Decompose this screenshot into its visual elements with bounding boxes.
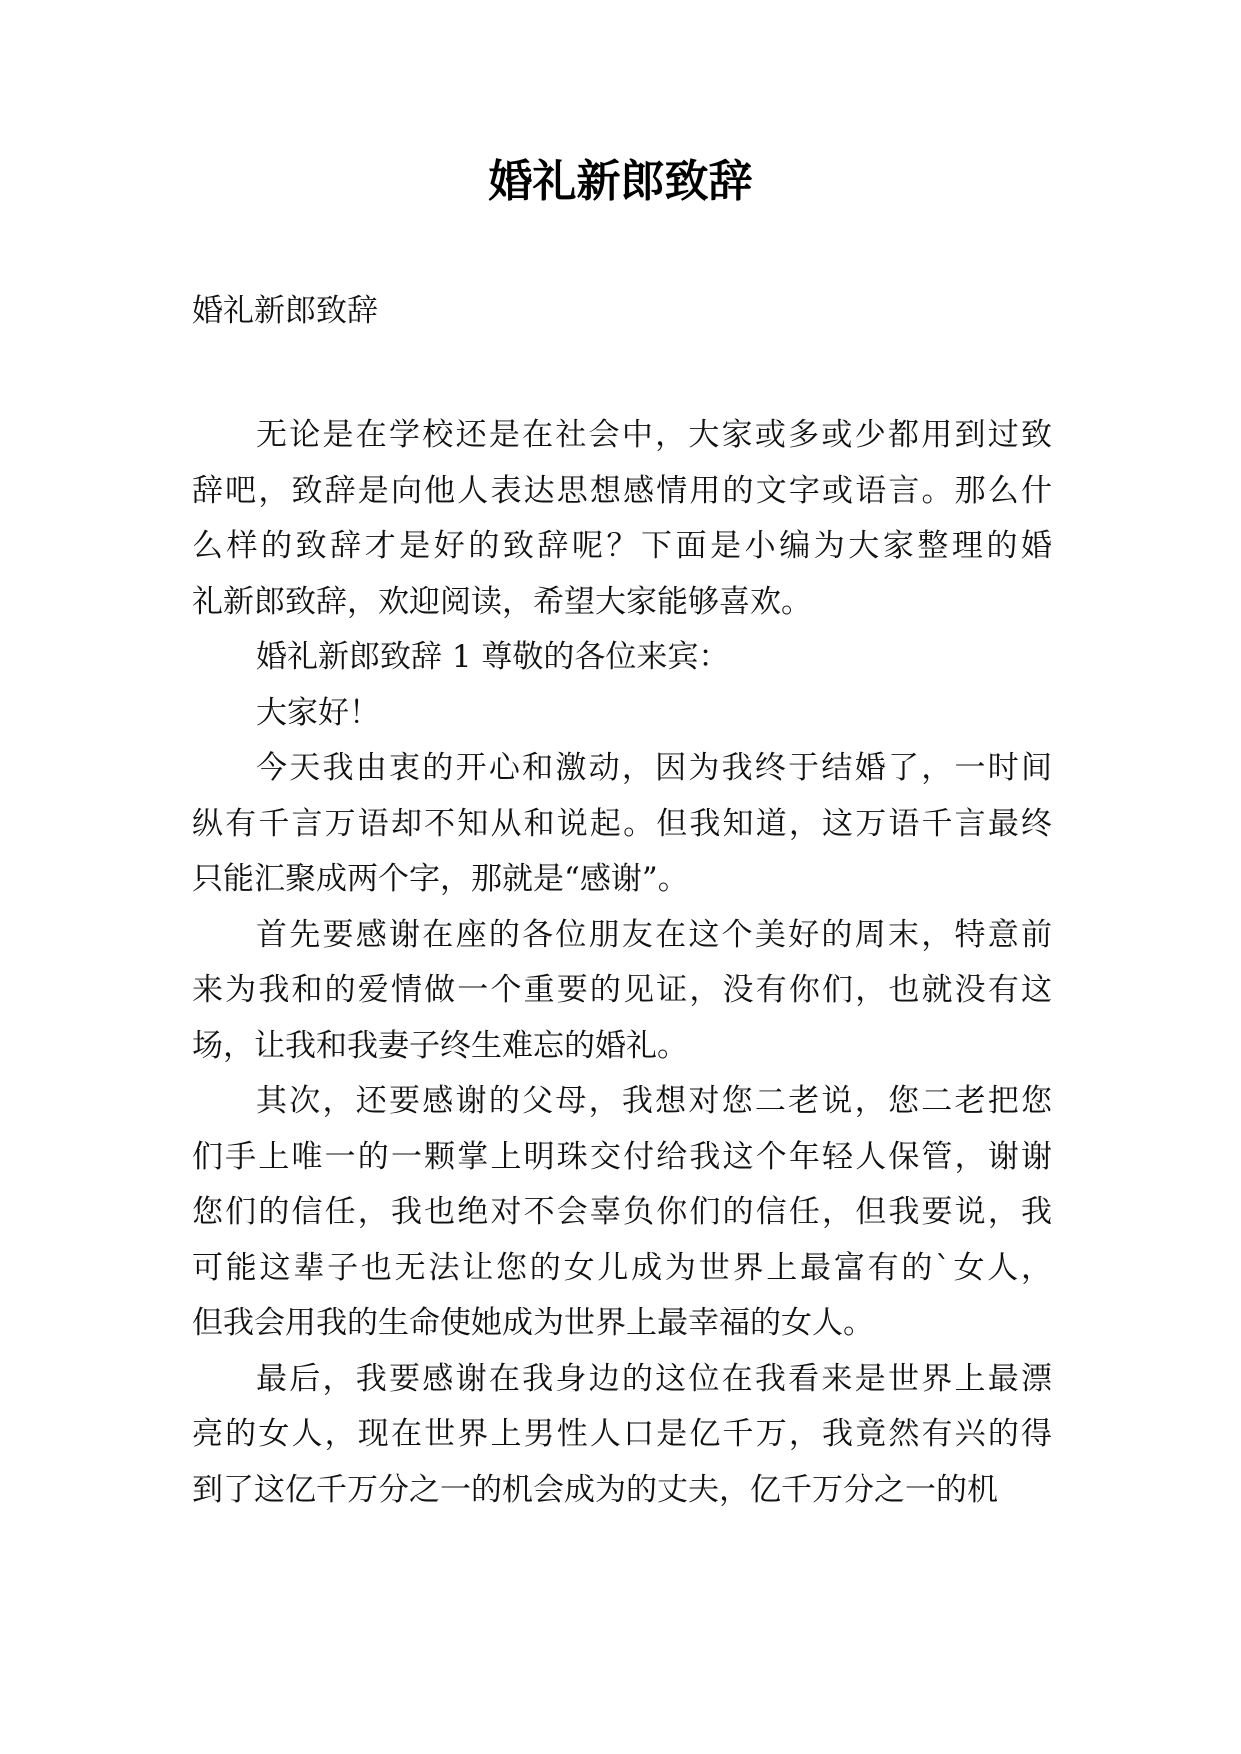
- body-paragraph: [192, 741, 1052, 908]
- paragraph-line: 到了这亿千万分之一的机会成为的丈夫，亿千万分之一的机: [192, 1471, 998, 1508]
- body-paragraph: [192, 408, 1052, 630]
- body-paragraph: [192, 686, 1052, 742]
- paragraph-line: 来为我和的爱情做一个重要的见证，没有你们，也就没有这: [192, 972, 1052, 1008]
- paragraph-line: 辞吧，致辞是向他人表达思想感情用的文字或语言。那么什: [192, 472, 1052, 509]
- paragraph-line: 首先要感谢在座的各位朋友在这个美好的周末，特意前: [256, 916, 1052, 953]
- document-subtitle: 婚礼新郎致辞: [192, 293, 378, 329]
- paragraph-line: 可能这辈子也无法让您的女儿成为世界上最富有的`女人，: [192, 1249, 1052, 1286]
- paragraph-line: 只能汇聚成两个字，那就是“感谢”。: [192, 861, 689, 897]
- paragraph-line: 婚礼新郎致辞 1 尊敬的各位来宾：: [256, 639, 730, 675]
- paragraph-line: 无论是在学校还是在社会中，大家或多或少都用到过致: [256, 417, 1052, 453]
- paragraph-line: 大家好！: [256, 694, 380, 731]
- paragraph-line: 亮的女人，现在世界上男性人口是亿千万，我竟然有兴的得: [192, 1416, 1052, 1452]
- paragraph-line: 么样的致辞才是好的致辞呢？下面是小编为大家整理的婚: [192, 528, 1052, 564]
- body-paragraph: [192, 908, 1052, 1075]
- paragraph-line: 您们的信任，我也绝对不会辜负你们的信任，但我要说，我: [192, 1194, 1052, 1230]
- body-paragraph: [192, 1074, 1052, 1352]
- body-paragraph: [192, 1352, 1052, 1519]
- paragraph-line: 场，让我和我妻子终生难忘的婚礼。: [192, 1027, 688, 1064]
- paragraph-line: 但我会用我的生命使她成为世界上最幸福的女人。: [192, 1305, 874, 1341]
- document-body: [192, 408, 1052, 1518]
- paragraph-line: 其次，还要感谢的父母，我想对您二老说，您二老把您: [256, 1083, 1052, 1119]
- paragraph-line: 们手上唯一的一颗掌上明珠交付给我这个年轻人保管，谢谢: [192, 1138, 1052, 1175]
- paragraph-line: 纵有千言万语却不知从和说起。但我知道，这万语千言最终: [192, 805, 1052, 842]
- paragraph-line: 今天我由衷的开心和激动，因为我终于结婚了，一时间: [256, 750, 1052, 786]
- paragraph-line: 最后，我要感谢在我身边的这位在我看来是世界上最漂: [256, 1360, 1052, 1397]
- paragraph-line: 礼新郎致辞，欢迎阅读，希望大家能够喜欢。: [192, 583, 812, 620]
- document-title: 婚礼新郎致辞: [488, 156, 753, 207]
- body-paragraph: [192, 630, 1052, 686]
